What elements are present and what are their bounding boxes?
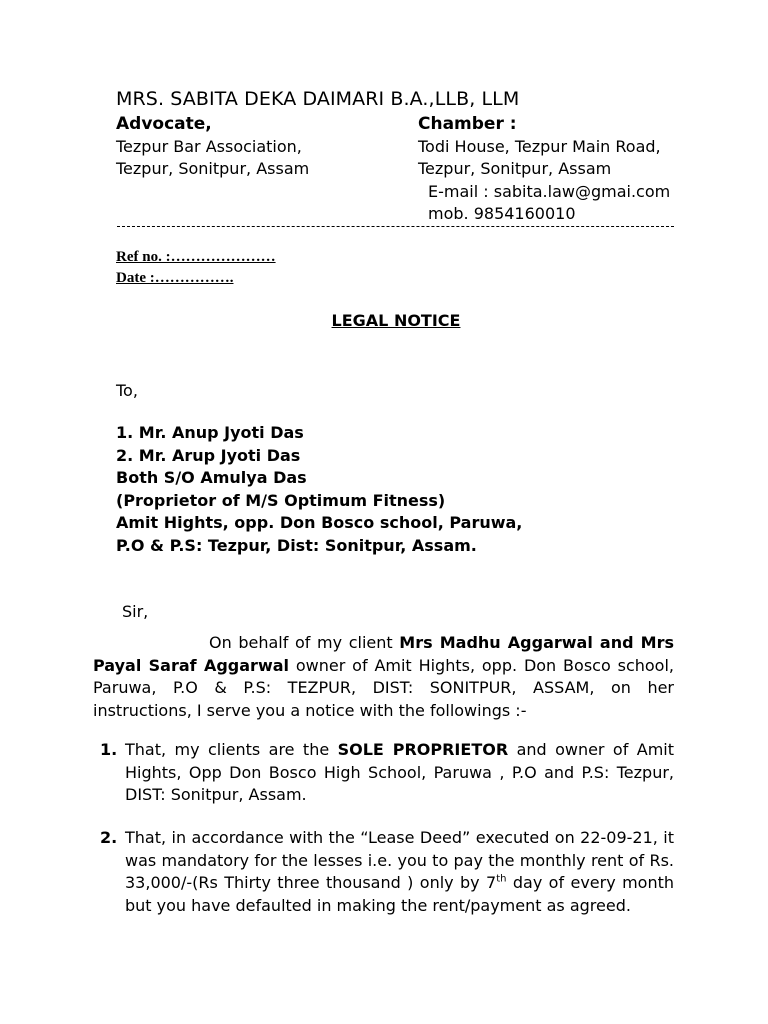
- notice-item: [100, 827, 674, 917]
- advocate-name: MRS. SABITA DEKA DAIMARI B.A.,LLB, LLM: [116, 88, 520, 110]
- client-names: Mrs Madhu Aggarwal and Mrs Payal Saraf Aggarwal: [93, 633, 674, 675]
- addressee-line: Amit Hights, opp. Don Bosco school, Paruwa,: [116, 513, 523, 532]
- item-number: 2.: [100, 828, 118, 847]
- salutation-sir: Sir,: [122, 602, 149, 621]
- item-bold-text: SOLE PROPRIETOR: [337, 740, 509, 759]
- contact-mobile: mob. 9854160010: [428, 204, 576, 223]
- addressee-line: P.O & P.S: Tezpur, Dist: Sonitpur, Assam.: [116, 535, 477, 555]
- addressee-block: [116, 422, 522, 557]
- addressee-line: Both S/O Amulya Das: [116, 468, 307, 487]
- reference-block: [116, 247, 276, 289]
- ordinal-suffix: th: [496, 873, 507, 885]
- document-title: LEGAL NOTICE: [331, 311, 461, 330]
- notice-item: [100, 739, 674, 807]
- item-text-part: That, my clients are the: [125, 740, 338, 759]
- chamber-location: Tezpur, Sonitpur, Assam: [418, 159, 612, 178]
- item-text-part: and owner of Amit Hights, Opp Don Bosco High School, Paruwa , P.O and P.S: Tezpur, DIST: Sonitpur, Assam.: [125, 740, 674, 804]
- to-text: To,: [116, 381, 138, 400]
- chamber-heading: Chamber :: [418, 114, 517, 134]
- addressee-line: (Proprietor of M/S Optimum Fitness): [116, 490, 446, 510]
- addressee-line: 1. Mr. Anup Jyoti Das: [116, 423, 304, 442]
- header-divider: [117, 226, 674, 227]
- header-right-block: [418, 113, 670, 226]
- advocate-role: Advocate,: [116, 114, 212, 134]
- chamber-address: Todi House, Tezpur Main Road,: [418, 136, 661, 156]
- intro-text-1: On behalf of my client: [209, 633, 400, 652]
- salutation-to: [116, 381, 138, 400]
- item-number: 1.: [100, 740, 118, 759]
- ref-date: Date :…………….: [116, 270, 234, 286]
- advocate-location: Tezpur, Sonitpur, Assam: [116, 159, 310, 178]
- intro-paragraph: [93, 632, 674, 722]
- item-text: [125, 739, 674, 807]
- intro-text-2: owner of Amit Hights, opp. Don Bosco school, Paruwa, P.O & P.S: TEZPUR, DIST: SONITPUR, ASSAM, on her instructions, I serve you a notice with the followings :-: [93, 655, 674, 720]
- bar-association: Tezpur Bar Association,: [116, 136, 302, 156]
- item-text-part: day of every month but you have defaulted in making the rent/payment as agreed.: [125, 873, 675, 915]
- contact-email: E-mail : sabita.law@gmai.com: [428, 181, 671, 201]
- addressee-line: 2. Mr. Arup Jyoti Das: [116, 445, 301, 465]
- ref-number: Ref no. :…………………: [116, 249, 276, 265]
- item-text-part: That, in accordance with the “Lease Deed” executed on 22-09-21, it was mandatory for the lesses i.e. you to pay the monthly rent of Rs. 33,000/-(Rs Thirty three thousand ) only by 7: [125, 828, 674, 892]
- item-text: [125, 827, 674, 917]
- header-left-block: [116, 113, 309, 181]
